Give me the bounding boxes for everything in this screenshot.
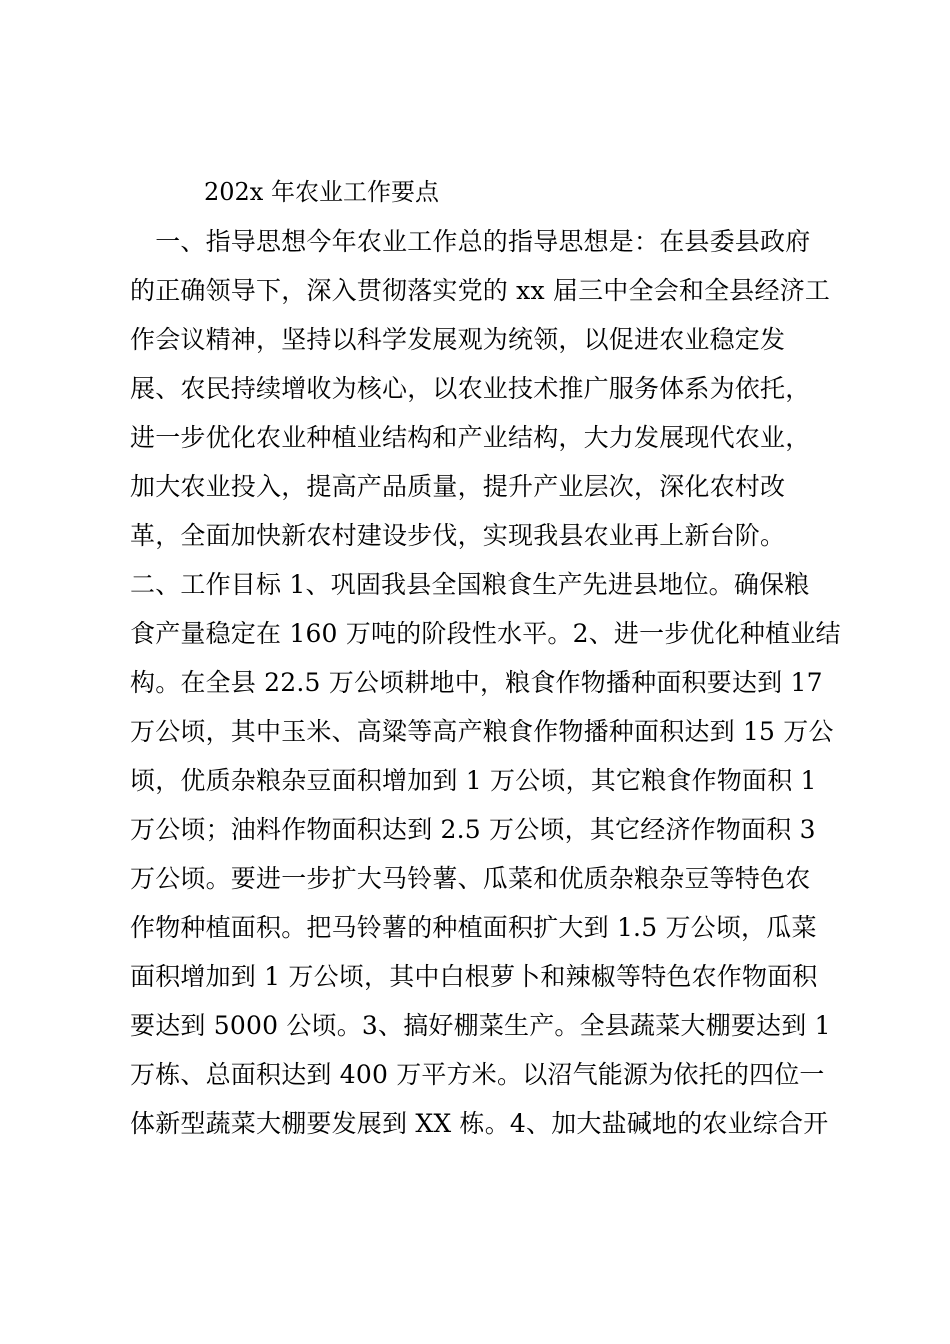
body-line-16: 面积增加到 1 万公顷，其中白根萝卜和辣椒等特色农作物面积 — [130, 962, 818, 991]
body-line-8: 二、工作目标 1、巩固我县全国粮食生产先进县地位。确保粮 — [130, 570, 810, 599]
body-line-10: 构。在全县 22.5 万公顷耕地中，粮食作物播种面积要达到 17 — [130, 668, 823, 697]
body-line-15: 作物种植面积。把马铃薯的种植面积扩大到 1.5 万公顷，瓜菜 — [130, 913, 817, 942]
body-line-18: 万栋、总面积达到 400 万平方米。以沼气能源为依托的四位一 — [130, 1060, 825, 1089]
body-line-17: 要达到 5000 公顷。3、搞好棚菜生产。全县蔬菜大棚要达到 1 — [130, 1011, 831, 1040]
body-line-19: 体新型蔬菜大棚要发展到 XX 栋。4、加大盐碱地的农业综合开 — [130, 1109, 829, 1138]
body-line-12: 顷，优质杂粮杂豆面积增加到 1 万公顷，其它粮食作物面积 1 — [130, 766, 817, 795]
document-title: 202x 年农业工作要点 — [204, 178, 439, 206]
body-line-7: 革，全面加快新农村建设步伐，实现我县农业再上新台阶。 — [130, 521, 786, 550]
body-line-2: 的正确领导下，深入贯彻落实党的 xx 届三中全会和全县经济工 — [130, 276, 831, 305]
body-line-11: 万公顷，其中玉米、高粱等高产粮食作物播种面积达到 15 万公 — [130, 717, 834, 746]
body-line-9: 食产量稳定在 160 万吨的阶段性水平。2、进一步优化种植业结 — [130, 619, 841, 648]
body-line-4: 展、农民持续增收为核心，以农业技术推广服务体系为依托， — [130, 374, 811, 403]
body-line-14: 万公顷。要进一步扩大马铃薯、瓜菜和优质杂粮杂豆等特色农 — [130, 864, 811, 893]
body-line-5: 进一步优化农业种植业结构和产业结构，大力发展现代农业， — [130, 423, 811, 452]
body-line-13: 万公顷；油料作物面积达到 2.5 万公顷，其它经济作物面积 3 — [130, 815, 816, 844]
body-line-3: 作会议精神，坚持以科学发展观为统领，以促进农业稳定发 — [130, 325, 786, 354]
body-line-6: 加大农业投入，提高产品质量，提升产业层次，深化农村改 — [130, 472, 786, 501]
body-line-1: 一、指导思想今年农业工作总的指导思想是：在县委县政府 — [130, 227, 811, 256]
